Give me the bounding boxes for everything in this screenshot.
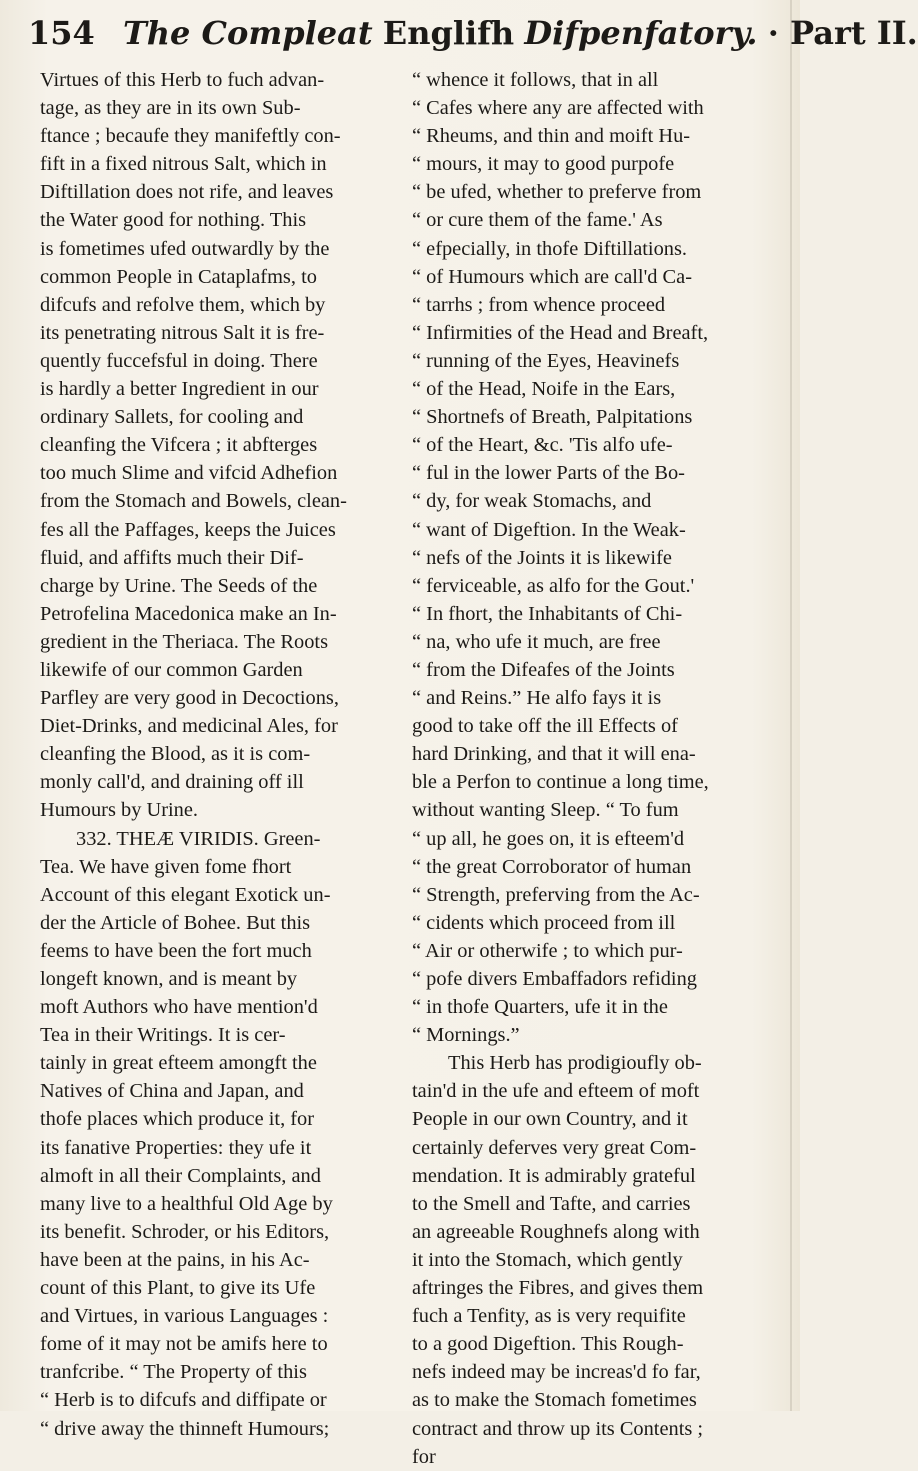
text-line: “ and Reins.” He alfo fays it is (412, 687, 662, 710)
text-line: “ In fhort, the Inhabitants of Chi- (412, 602, 683, 625)
text-line: “ Rheums, and thin and moift Hu- (412, 125, 691, 148)
text-line: “ dy, for weak Stomachs, and (412, 490, 652, 513)
text-line: thofe places which produce it, for (40, 1108, 315, 1131)
left-text-column (40, 66, 370, 1440)
text-line: tranfcribe. “ The Property of this (40, 1361, 307, 1384)
running-header (28, 8, 918, 58)
text-line: is hardly a better Ingredient in our (40, 378, 319, 401)
text-line: “ nefs of the Joints it is likewife (412, 546, 672, 569)
text-line: “ drive away the thinneft Humours; (40, 1417, 330, 1440)
text-line: fluid, and affifts much their Dif- (40, 546, 304, 569)
text-line: gredient in the Theriaca. The Roots (40, 630, 329, 653)
text-line: tainly in great efteem amongft the (40, 1052, 317, 1075)
text-line: “ Infirmities of the Head and Breaft, (412, 321, 709, 344)
text-line: have been at the pains, in his Ac- (40, 1248, 310, 1271)
text-line: as to make the Stomach fometimes (412, 1389, 697, 1412)
text-line: “ up all, he goes on, it is efteem'd (412, 827, 685, 850)
text-line: for (412, 1445, 436, 1468)
text-line: ftance ; becaufe they manifeftly con- (40, 125, 341, 148)
text-line: difcufs and refolve them, which by (40, 293, 326, 316)
text-line: “ or cure them of the fame.' As (412, 209, 663, 232)
text-line: hard Drinking, and that it will ena- (412, 743, 696, 766)
text-line: “ tarrhs ; from whence proceed (412, 293, 666, 316)
text-line: cleanfing the Vifcera ; it abfterges (40, 434, 318, 457)
text-line: ordinary Sallets, for cooling and (40, 406, 304, 429)
text-line: “ Shortnefs of Breath, Palpitations (412, 406, 693, 429)
header-title-italic-2: Difpenfatory. (524, 14, 758, 52)
text-line: Diftillation does not rife, and leaves (40, 181, 334, 204)
text-line: “ pofe divers Embaffadors refiding (412, 968, 697, 990)
text-line: mendation. It is admirably grateful (412, 1164, 696, 1187)
text-line: an agreeable Roughnefs along with (412, 1220, 700, 1243)
text-line: “ Herb is to difcufs and diffipate or (40, 1389, 327, 1412)
text-line: too much Slime and vifcid Adhefion (40, 462, 338, 485)
text-line: People in our own Country, and it (412, 1108, 688, 1131)
text-line: feems to have been the fort much (40, 939, 312, 962)
text-line: 332. THEÆ VIRIDIS. Green- (76, 827, 321, 850)
text-line: fome of it may not be amifs here to (40, 1333, 328, 1356)
text-line: Natives of China and Japan, and (40, 1080, 304, 1103)
text-line: from the Stomach and Bowels, clean- (40, 490, 347, 513)
text-line: tage, as they are in its own Sub- (40, 97, 301, 120)
text-line: monly call'd, and draining off ill (40, 771, 304, 794)
text-line: and Virtues, in various Languages : (40, 1305, 329, 1328)
text-line: fuch a Tenfity, as is very requifite (412, 1305, 686, 1328)
text-line: “ running of the Eyes, Heavinefs (412, 349, 680, 372)
text-line: without wanting Sleep. “ To fum (412, 799, 679, 822)
text-line: likewife of our common Garden (40, 658, 303, 681)
text-line: ble a Perfon to continue a long time, (412, 771, 709, 794)
text-line: “ efpecially, in thofe Diftillations. (412, 237, 687, 260)
text-line: contract and throw up its Contents ; (412, 1417, 704, 1440)
text-line: its benefit. Schroder, or his Editors, (40, 1220, 330, 1243)
text-line: “ ful in the lower Parts of the Bo- (412, 462, 685, 485)
text-line: Diet-Drinks, and medicinal Ales, for (40, 715, 338, 738)
header-title-roman: Englifh (382, 14, 515, 52)
text-line: “ be ufed, whether to preferve from (412, 181, 702, 204)
text-line: “ cidents which proceed from ill (412, 911, 676, 934)
text-line: tain'd in the ufe and efteem of moft (412, 1080, 700, 1103)
text-line: “ Mornings.” (412, 1024, 520, 1047)
text-line: “ na, who ufe it much, are free (412, 630, 661, 653)
text-line: cleanfing the Blood, as it is com- (40, 743, 311, 766)
text-line: “ Strength, preferving from the Ac- (412, 883, 700, 906)
text-line: nefs indeed may be increas'd fo far, (412, 1361, 701, 1384)
header-title-italic: The Compleat (122, 14, 373, 52)
text-line: count of this Plant, to give its Ufe (40, 1277, 316, 1300)
text-line: Parfley are very good in Decoctions, (40, 687, 339, 710)
text-line: longeft known, and is meant by (40, 968, 298, 990)
text-line: “ want of Digeftion. In the Weak- (412, 518, 686, 541)
text-line: der the Article of Bohee. But this (40, 911, 311, 934)
text-line: “ whence it follows, that in all (412, 69, 659, 91)
text-line: “ of Humours which are call'd Ca- (412, 265, 692, 288)
text-line: fift in a fixed nitrous Salt, which in (40, 153, 327, 176)
text-line: is fometimes ufed outwardly by the (40, 237, 330, 260)
text-line: fes all the Paffages, keeps the Juices (40, 518, 336, 541)
right-text-column (412, 66, 772, 1468)
page-edge-divider (790, 0, 792, 1411)
text-line: This Herb has prodigioufly ob- (448, 1052, 702, 1075)
text-line: its fanative Properties: they ufe it (40, 1136, 312, 1159)
text-line: Account of this elegant Exotick un- (40, 883, 331, 906)
text-line: charge by Urine. The Seeds of the (40, 574, 318, 597)
text-line: aftringes the Fibres, and gives them (412, 1277, 704, 1300)
text-line: moft Authors who have mention'd (40, 996, 318, 1019)
text-line: Tea in their Writings. It is cer- (40, 1024, 286, 1047)
text-line: “ from the Difeafes of the Joints (412, 658, 675, 681)
text-line: Humours by Urine. (40, 799, 199, 822)
text-line: almoft in all their Complaints, and (40, 1164, 321, 1187)
text-line: Virtues of this Herb to fuch advan- (40, 69, 325, 91)
text-line: Tea. We have given fome fhort (40, 855, 292, 878)
text-line: certainly deferves very great Com- (412, 1136, 697, 1159)
text-line: its penetrating nitrous Salt it is fre- (40, 321, 325, 344)
text-line: the Water good for nothing. This (40, 209, 307, 232)
text-line: many live to a healthful Old Age by (40, 1192, 333, 1215)
text-line: “ Air or otherwife ; to which pur- (412, 939, 683, 962)
text-line: it into the Stomach, which gently (412, 1248, 683, 1271)
page-number: 154 (28, 14, 95, 52)
text-line: “ mours, it may to good purpofe (412, 153, 675, 176)
text-line: “ of the Head, Noife in the Ears, (412, 378, 676, 401)
text-line: Petrofelina Macedonica make an In- (40, 602, 337, 625)
text-line: quently fuccefsful in doing. There (40, 349, 318, 372)
text-line: to the Smell and Tafte, and carries (412, 1192, 691, 1215)
text-line: “ in thofe Quarters, ufe it in the (412, 996, 668, 1019)
text-line: “ of the Heart, &c. 'Tis alfo ufe- (412, 434, 673, 457)
text-line: to a good Digeftion. This Rough- (412, 1333, 684, 1356)
header-part: · Part II. (767, 14, 918, 52)
text-line: “ ferviceable, as alfo for the Gout.' (412, 574, 695, 597)
text-line: good to take off the ill Effects of (412, 715, 678, 738)
text-line: common People in Cataplafms, to (40, 265, 317, 288)
text-line: “ the great Corroborator of human (412, 855, 692, 878)
text-line: “ Cafes where any are affected with (412, 97, 704, 120)
